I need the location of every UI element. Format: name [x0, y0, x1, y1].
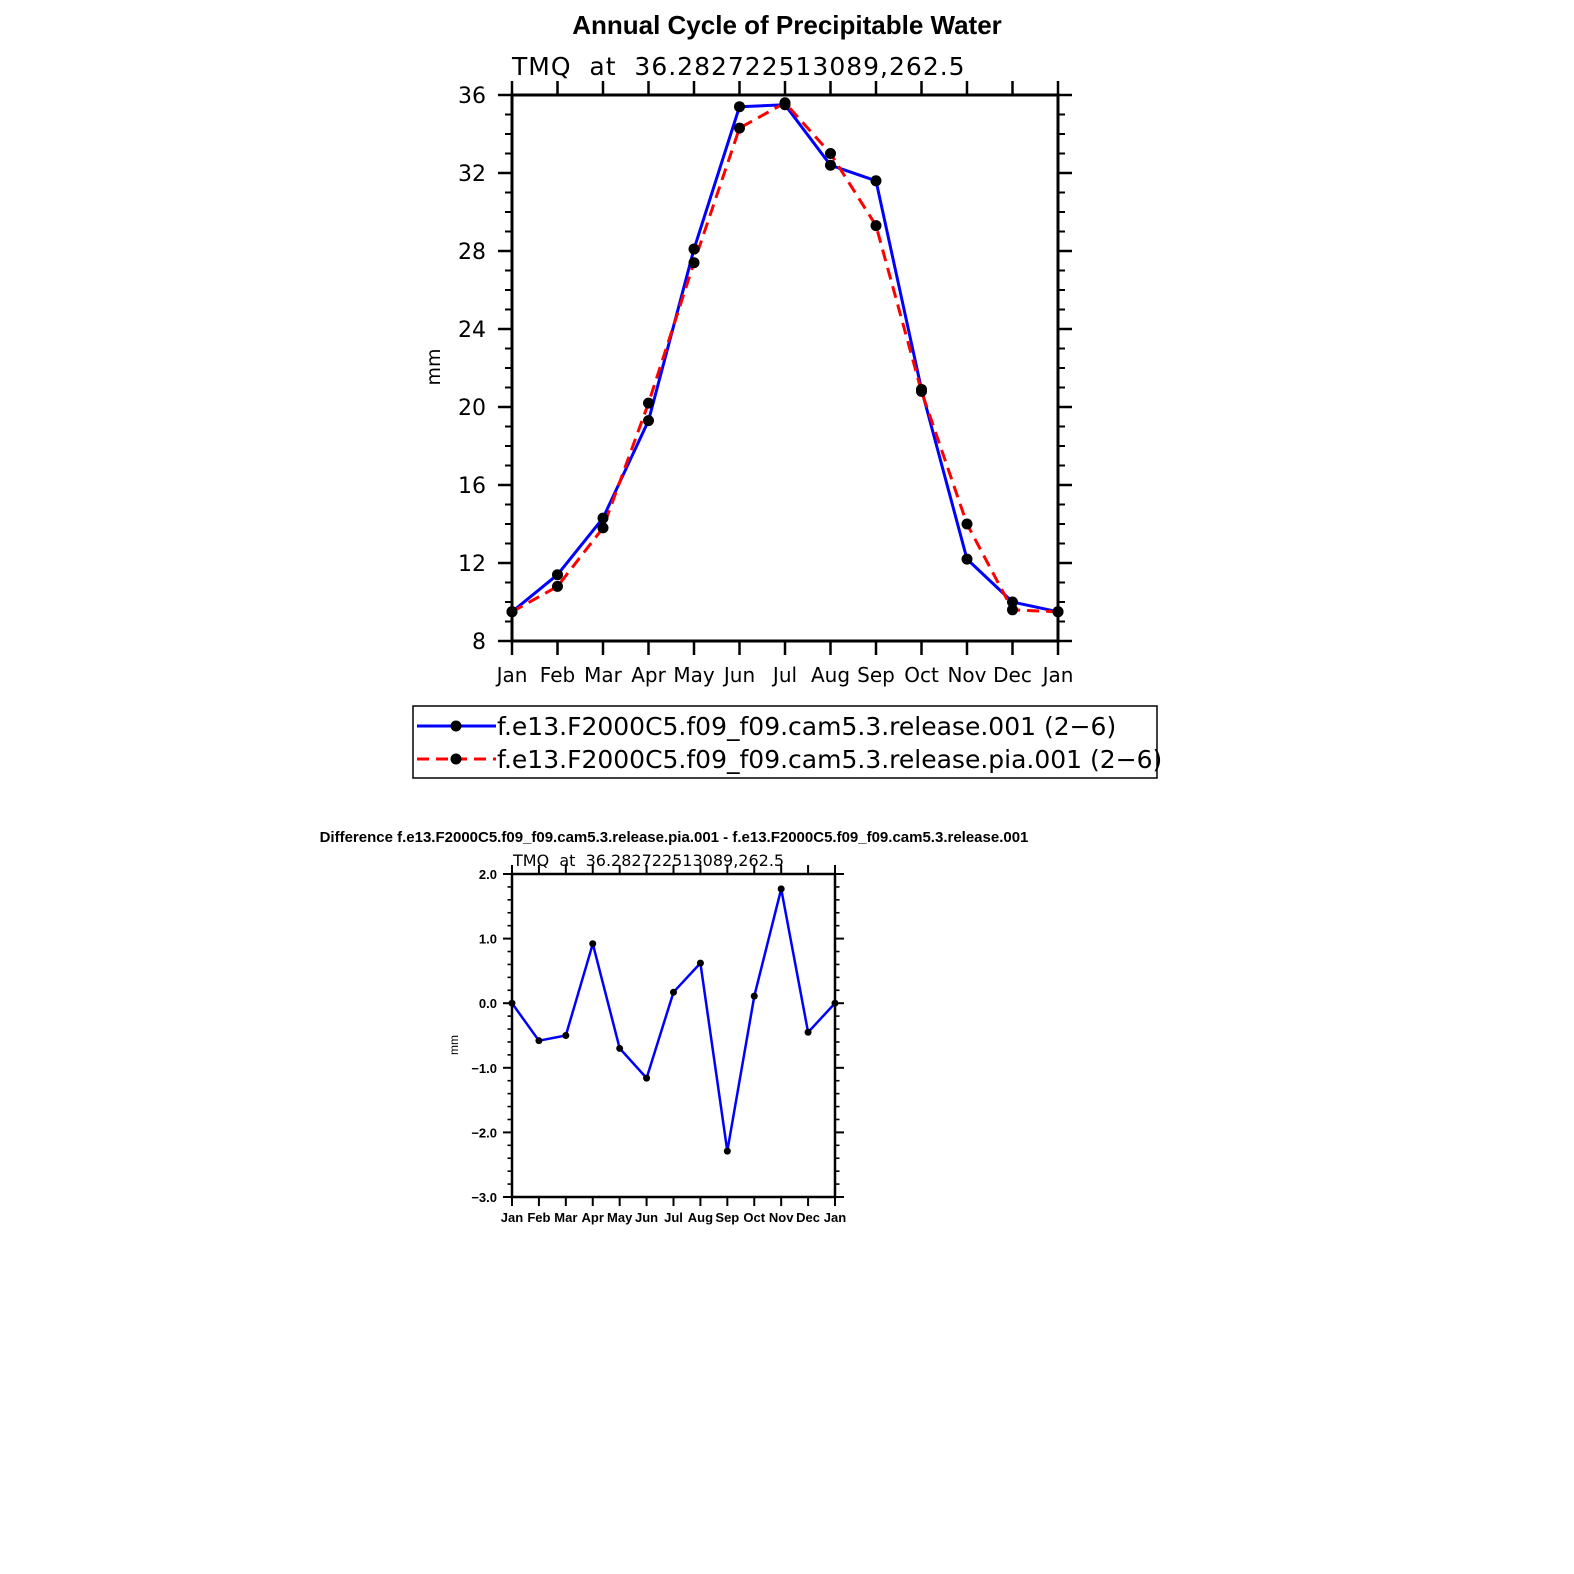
- series-2-point: [825, 148, 836, 159]
- x-tick-label: Feb: [527, 1210, 551, 1225]
- x-tick-label: May: [673, 663, 715, 687]
- series-1-point: [778, 885, 785, 892]
- x-tick-label: Jan: [500, 1210, 524, 1225]
- series-1-point: [724, 1148, 731, 1155]
- series-2-point: [689, 257, 700, 268]
- x-tick-label: Apr: [581, 1210, 604, 1225]
- series-2-point: [643, 398, 654, 409]
- y-tick-label: 32: [458, 162, 486, 187]
- x-tick-label: Feb: [539, 663, 576, 687]
- series-1-point: [552, 569, 563, 580]
- series-2-point: [552, 581, 563, 592]
- series-line-2: [512, 103, 1058, 612]
- x-tick-label: Jul: [664, 1210, 683, 1225]
- chart1-series: [507, 97, 1064, 617]
- series-1-point: [962, 554, 973, 565]
- difference-chart: [320, 829, 1029, 1225]
- x-tick-label: Jun: [723, 663, 756, 687]
- x-tick-label: Jan: [496, 663, 528, 687]
- chart1-y-axis-label: mm: [423, 348, 445, 386]
- chart2-series: [509, 885, 839, 1154]
- chart1-subtitle: TMQ at 36.282722513089,262.5: [512, 52, 966, 81]
- series-1-point: [562, 1032, 569, 1039]
- series-1-point: [734, 101, 745, 112]
- chart1-ticks: [458, 81, 1073, 687]
- series-1-point: [598, 513, 609, 524]
- legend-entry-1: f.e13.F2000C5.f09_f09.cam5.3.release.001 (2−6): [497, 712, 1117, 741]
- x-tick-label: Nov: [768, 1210, 794, 1225]
- chart1-plot-frame: [512, 95, 1058, 641]
- y-tick-label: 12: [458, 552, 486, 577]
- x-tick-label: Sep: [857, 663, 895, 687]
- x-tick-label: Jun: [635, 1210, 659, 1225]
- series-line-1: [512, 889, 835, 1151]
- series-2-point: [507, 606, 518, 617]
- chart1-legend: [413, 706, 1162, 778]
- x-tick-label: Jul: [772, 663, 798, 687]
- series-2-point: [780, 97, 791, 108]
- chart1-title: Annual Cycle of Precipitable Water: [572, 10, 1002, 40]
- y-tick-label: −3.0: [471, 1190, 497, 1205]
- y-tick-label: −2.0: [471, 1125, 497, 1141]
- legend-swatch-marker-2: [451, 754, 462, 765]
- legend-swatch-marker-1: [451, 721, 462, 732]
- series-1-point: [751, 993, 758, 1000]
- series-2-point: [871, 220, 882, 231]
- x-tick-label: Jan: [1042, 663, 1074, 687]
- series-1-point: [589, 940, 596, 947]
- chart2-ticks: [471, 865, 846, 1225]
- x-tick-label: Nov: [947, 663, 987, 687]
- y-tick-label: 20: [458, 396, 486, 421]
- x-tick-label: Sep: [715, 1210, 740, 1225]
- series-2-point: [598, 522, 609, 533]
- series-2-point: [916, 386, 927, 397]
- series-1-point: [697, 960, 704, 967]
- annual-cycle-chart: [413, 10, 1162, 778]
- y-tick-label: 16: [458, 474, 486, 499]
- x-tick-label: Oct: [904, 663, 939, 687]
- series-1-point: [832, 1000, 839, 1007]
- y-tick-label: 2.0: [478, 867, 497, 882]
- y-tick-label: 36: [458, 84, 486, 109]
- y-tick-label: −1.0: [471, 1060, 497, 1076]
- series-2-point: [1007, 604, 1018, 615]
- series-1-point: [643, 1075, 650, 1082]
- x-tick-label: Aug: [687, 1210, 714, 1225]
- series-1-point: [825, 160, 836, 171]
- x-tick-label: Dec: [993, 663, 1032, 687]
- x-tick-label: Mar: [554, 1210, 578, 1225]
- series-1-point: [871, 175, 882, 186]
- x-tick-label: Dec: [796, 1210, 821, 1225]
- x-tick-label: Oct: [743, 1210, 766, 1225]
- x-tick-label: Mar: [584, 663, 622, 687]
- x-tick-label: Jan: [823, 1210, 847, 1225]
- series-1-point: [616, 1045, 623, 1052]
- series-line-1: [512, 105, 1058, 612]
- x-tick-label: Apr: [631, 663, 666, 687]
- series-1-point: [670, 989, 677, 996]
- series-2-point: [734, 123, 745, 134]
- y-tick-label: 1.0: [478, 931, 497, 947]
- series-1-point: [805, 1029, 812, 1036]
- y-tick-label: 24: [458, 318, 486, 343]
- series-1-point: [535, 1037, 542, 1044]
- series-1-point: [689, 244, 700, 255]
- series-2-point: [1053, 606, 1064, 617]
- legend-entry-2: f.e13.F2000C5.f09_f09.cam5.3.release.pia.001 (2−6): [497, 745, 1163, 774]
- y-tick-label: 8: [472, 630, 486, 655]
- y-tick-label: 28: [458, 240, 486, 265]
- x-tick-label: Aug: [810, 663, 851, 687]
- chart2-subtitle: TMQ at 36.282722513089,262.5: [513, 851, 785, 870]
- y-tick-label: 0.0: [478, 996, 497, 1012]
- series-1-point: [509, 1000, 516, 1007]
- chart1-plot-border: [512, 95, 1058, 641]
- series-2-point: [962, 519, 973, 530]
- chart2-title: Difference f.e13.F2000C5.f09_f09.cam5.3.release.pia.001 - f.e13.F2000C5.f09_f09.cam5.3.release.001: [319, 829, 1029, 846]
- chart2-y-axis-label: mm: [447, 1035, 461, 1055]
- series-1-point: [643, 415, 654, 426]
- x-tick-label: May: [607, 1210, 633, 1225]
